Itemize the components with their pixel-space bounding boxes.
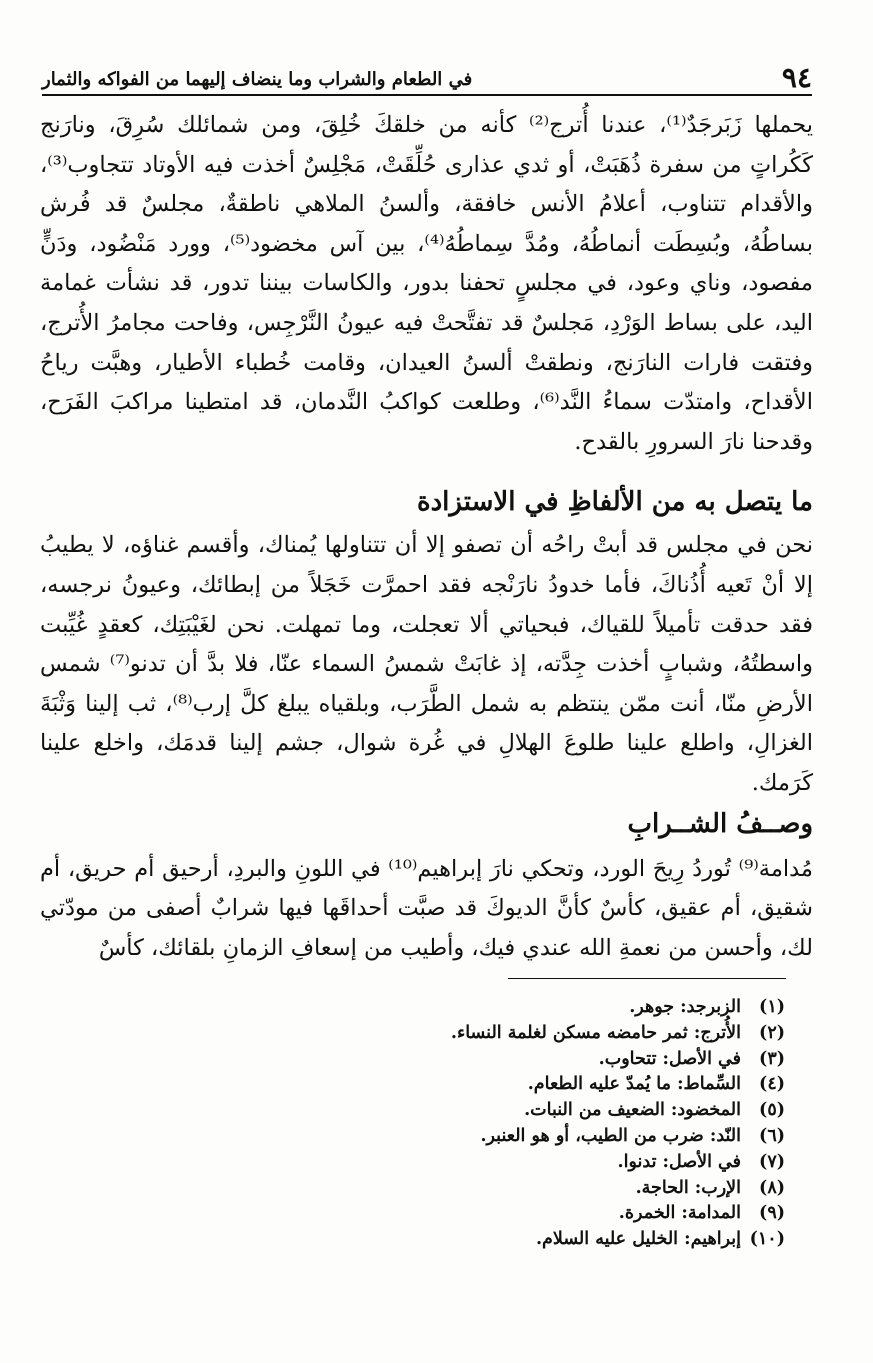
footnote-text: في الأصل: تدنوا. (617, 1151, 741, 1172)
page-number: ٩٤ (781, 61, 812, 94)
paragraph-1: يحملها زَبَرجَدٌ⁽¹⁾، عندنا أُترج⁽²⁾ كأنه من خلقكَ خُلِقَ، ومن شمائلك سُرِقَ، ونارَنج كَكُراتٍ من سفرة ذُهَبَتْ، أو ثدي عذارى حُلِّقَتْ، مَجْلِسٌ أخذت فيه الأوتاد تتجاوب⁽³⁾، والأقدام تتناوب، أعلامُ الأنس خافقة، وألسنُ الملاهي ناطقةٌ، مجلسٌ قد فُرش بساطُهُ، وبُسِطَت أنماطُهُ، ومُدَّ سِماطُهُ⁽⁴⁾، بين آس مخضود⁽⁵⁾، وورد مَنْضُود، ودَنٍّ مفصود، وناي وعود، في مجلسٍ تحفنا بدور، والكاسات بيننا تدور، قد نشأت غمامة اليد، على بساط الوَرْدِ، مَجلسٌ قد تفتَّحتْ فيه عيونُ النَّرْجِس، وفاحت مجامرُ الأُترج، وفتقت فارات النارَنج، ونطقتْ ألسنُ العيدان، وقامت خُطباء الأطيار، وهبَّت رياحُ الأقداح، وامتدّت سماءُ النَّد⁽⁶⁾، وطلعت كواكبُ النَّدمان، قد امتطينا مراكبَ الفَرَح، وقدحنا نارَ السرورِ بالقدح. (40, 112, 814, 455)
footnote-text: في الأصل: تتحاوب. (598, 1048, 741, 1069)
paragraph-3: مُدامة⁽⁹⁾ تُوردُ رِيحَ الورد، وتحكي نارَ إبراهيم⁽¹⁰⁾ في اللونِ والبردِ، أرحيق أم حريق، أم شقيق، أم عقيق، كأسٌ كأنَّ الديوكَ قد صبَّت أحداقَها فيها شرابٌ أصفى من مودّتي لك، وأحسن من نعمةِ الله عندي فيك، وأطيب من إسعافِ الزمانِ بلقائك، كأسٌ (40, 855, 813, 961)
footnote-item (225, 1072, 785, 1098)
footnote-number: (٣) (759, 1048, 785, 1069)
section-heading-2: وصــفُ الشــرابِ (627, 808, 813, 839)
footnote-text: النّد: ضرب من الطيب، أو هو العنبر. (480, 1125, 741, 1146)
footnote-number: (٢) (759, 1022, 785, 1043)
footnote-item (225, 1098, 785, 1124)
footnote-item (225, 1124, 785, 1150)
page-header (42, 58, 812, 96)
footnote-item (225, 995, 785, 1021)
footnotes-list (225, 995, 785, 1253)
footnote-text: الزبرجد: جوهر. (629, 997, 741, 1017)
footnote-text: الإرب: الحاجة. (635, 1177, 741, 1198)
footnote-item (225, 1047, 785, 1073)
footnote-text: المدامة: الخمرة. (618, 1203, 741, 1224)
section-heading-1: ما يتصل به من الألفاظِ في الاستزادة (416, 487, 813, 518)
footnote-number: (١) (759, 997, 785, 1017)
footnote-item (225, 1201, 785, 1227)
main-text (40, 106, 813, 968)
footnote-text: الأُترج: ثمر حامضه مسكن لغلمة النساء. (450, 1022, 741, 1043)
footnote-divider (508, 978, 786, 979)
footnote-item (225, 1150, 785, 1176)
footnote-number: (٩) (759, 1203, 785, 1224)
footnote-item (225, 1227, 785, 1253)
footnote-number: (٧) (759, 1151, 785, 1172)
paragraph-2: نحن في مجلس قد أبتْ راحُه أن تصفو إلا أن تتناولها يُمناك، وأقسم غناؤه، لا يطيبُ إلا أنْ تَعيه أُذُناكَ، فأما خدودُ نارَنْجه فقد احمرَّت خَجَلاً من إبطائك، وعيونُ نرجسه، فقد حدقت تأميلاً للقياك، فبحياتي ألا تعجلت، وما تمهلت. نحن لغَيْبَتِك، كعقدٍ غُيِّبت واسطتُهُ، وشبابٍ أخذت جِدَّته، إذ غابَتْ شمسُ السماء عنّا، فلا بدَّ أن تدنو⁽⁷⁾ شمس الأرضِ منّا، أنت ممّن ينتظم به شمل الطَّرَب، وبلقياه يبلغ كلَّ إرب⁽⁸⁾، ثب إلينا وَثْبَةَ الغزالِ، واطلع علينا طلوعَ الهلالِ في غُرة شوال، جشم إلينا قدمَك، واخلع علينا كَرَمك. (40, 532, 813, 796)
running-title: في الطعام والشراب وما ينضاف إليهما من الفواكه والثمار (42, 69, 473, 90)
footnote-number: (٥) (759, 1100, 785, 1121)
footnote-text: السِّماط: ما يُمدّ عليه الطعام. (527, 1074, 741, 1095)
footnote-number: (١٠) (749, 1229, 785, 1250)
footnote-number: (٨) (759, 1177, 785, 1198)
footnote-number: (٦) (759, 1125, 785, 1146)
footnote-item (225, 1176, 785, 1202)
footnote-text: إبراهيم: الخليل عليه السلام. (535, 1229, 741, 1250)
footnote-text: المخضود: الضعيف من النبات. (524, 1100, 741, 1121)
footnote-item (225, 1021, 785, 1047)
footnote-number: (٤) (759, 1074, 785, 1095)
